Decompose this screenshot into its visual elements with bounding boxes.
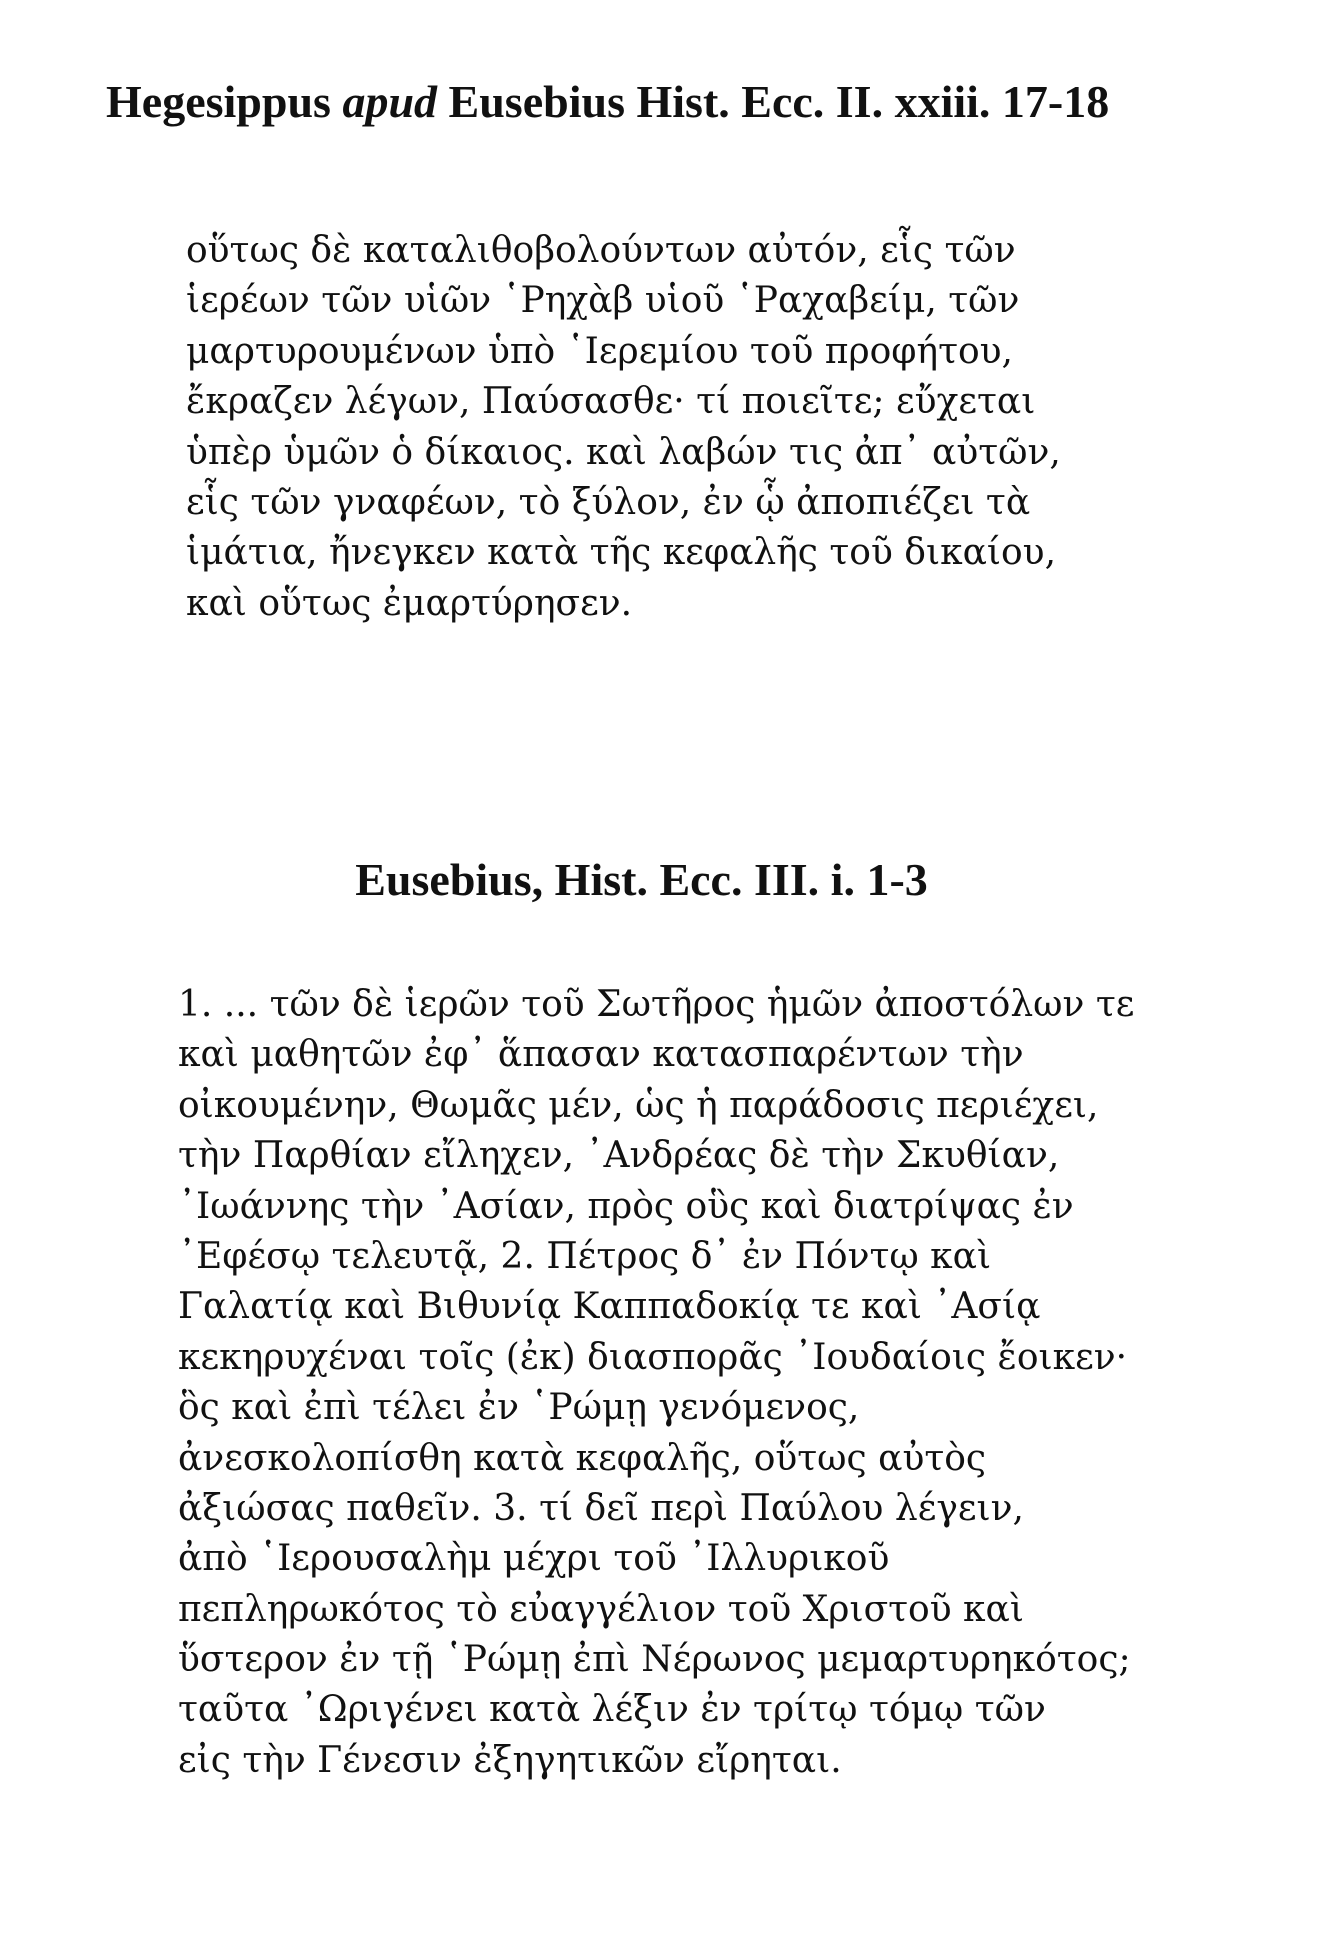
section-2-title: Eusebius, Hist. Ecc. III. i. 1-3: [355, 854, 928, 905]
section-1-title: [106, 74, 1109, 130]
text-line: Γαλατίᾳ καὶ Βιθυνίᾳ Καππαδοκίᾳ τε καὶ ᾽Ασίᾳ: [178, 1286, 1041, 1328]
text-line: μαρτυρουμένων ὑπὸ ῾Ιερεμίου τοῦ προφήτου,: [186, 330, 1013, 372]
text-line: ἔκραζεν λέγων, Παύσασθε· τί ποιεῖτε; εὔχεται: [186, 381, 1036, 423]
text-line: εἰς τὴν Γένεσιν ἐξηγητικῶν εἴρηται.: [178, 1739, 842, 1781]
text-line: ὃς καὶ ἐπὶ τέλει ἐν ῾Ρώμῃ γενόμενος,: [178, 1387, 860, 1429]
text-line: ἀπὸ ῾Ιερουσαλὴμ μέχρι τοῦ ᾽Ιλλυρικοῦ: [178, 1538, 890, 1580]
section-1-title-part2: Eusebius Hist. Ecc. II. xxiii. 17-18: [437, 76, 1110, 127]
section-2-greek-passage: [178, 980, 1134, 1786]
section-1-title-part1: Hegesippus: [106, 76, 343, 127]
text-line: ἱερέων τῶν υἱῶν ῾Ρηχὰβ υἱοῦ ῾Ραχαβείμ, τῶν: [186, 280, 1020, 322]
text-line: ταῦτα ᾽Ωριγένει κατὰ λέξιν ἐν τρίτῳ τόμῳ τῶν: [178, 1689, 1046, 1731]
text-line: καὶ οὕτως ἐμαρτύρησεν.: [186, 582, 633, 624]
section-1-title-italic: apud: [342, 76, 438, 127]
text-line: κεκηρυχέναι τοῖς (ἐκ) διασπορᾶς ᾽Ιουδαίοις ἔοικεν·: [178, 1336, 1128, 1378]
text-line: ἀνεσκολοπίσθη κατὰ κεφαλῆς, οὕτως αὐτὸς: [178, 1437, 987, 1479]
text-line: τὴν Παρθίαν εἴληχεν, ᾽Ανδρέας δὲ τὴν Σκυθίαν,: [178, 1135, 1060, 1177]
text-line: ᾽Εφέσῳ τελευτᾷ, 2. Πέτρος δ᾽ ἐν Πόντῳ καὶ: [178, 1235, 992, 1277]
text-line: ὕστερον ἐν τῇ ῾Ρώμῃ ἐπὶ Νέρωνος μεμαρτυρηκότος;: [178, 1639, 1131, 1681]
text-line: οἰκουμένην, Θωμᾶς μέν, ὡς ἡ παράδοσις περιέχει,: [178, 1084, 1099, 1126]
text-line: 1. ... τῶν δὲ ἱερῶν τοῦ Σωτῆρος ἡμῶν ἀποστόλων τε: [178, 984, 1135, 1025]
text-line: πεπληρωκότος τὸ εὐαγγέλιον τοῦ Χριστοῦ καὶ: [178, 1588, 1024, 1630]
text-line: οὕτως δὲ καταλιθοβολούντων αὐτόν, εἷς τῶν: [186, 230, 1016, 271]
section-1-greek-passage: [186, 226, 1061, 629]
text-line: ἀξιώσας παθεῖν. 3. τί δεῖ περὶ Παύλου λέγειν,: [178, 1487, 1024, 1529]
text-line: ἱμάτια, ἤνεγκεν κατὰ τῆς κεφαλῆς τοῦ δικαίου,: [186, 532, 1057, 574]
text-line: ᾽Ιωάννης τὴν ᾽Ασίαν, πρὸς οὓς καὶ διατρίψας ἐν: [178, 1185, 1074, 1227]
text-line: ὑπὲρ ὑμῶν ὁ δίκαιος. καὶ λαβών τις ἀπ᾽ αὐτῶν,: [186, 431, 1061, 473]
text-line: εἷς τῶν γναφέων, τὸ ξύλον, ἐν ᾧ ἀποπιέζει τὰ: [186, 481, 1031, 523]
text-line: καὶ μαθητῶν ἐφ᾽ ἅπασαν κατασπαρέντων τὴν: [178, 1034, 1024, 1076]
